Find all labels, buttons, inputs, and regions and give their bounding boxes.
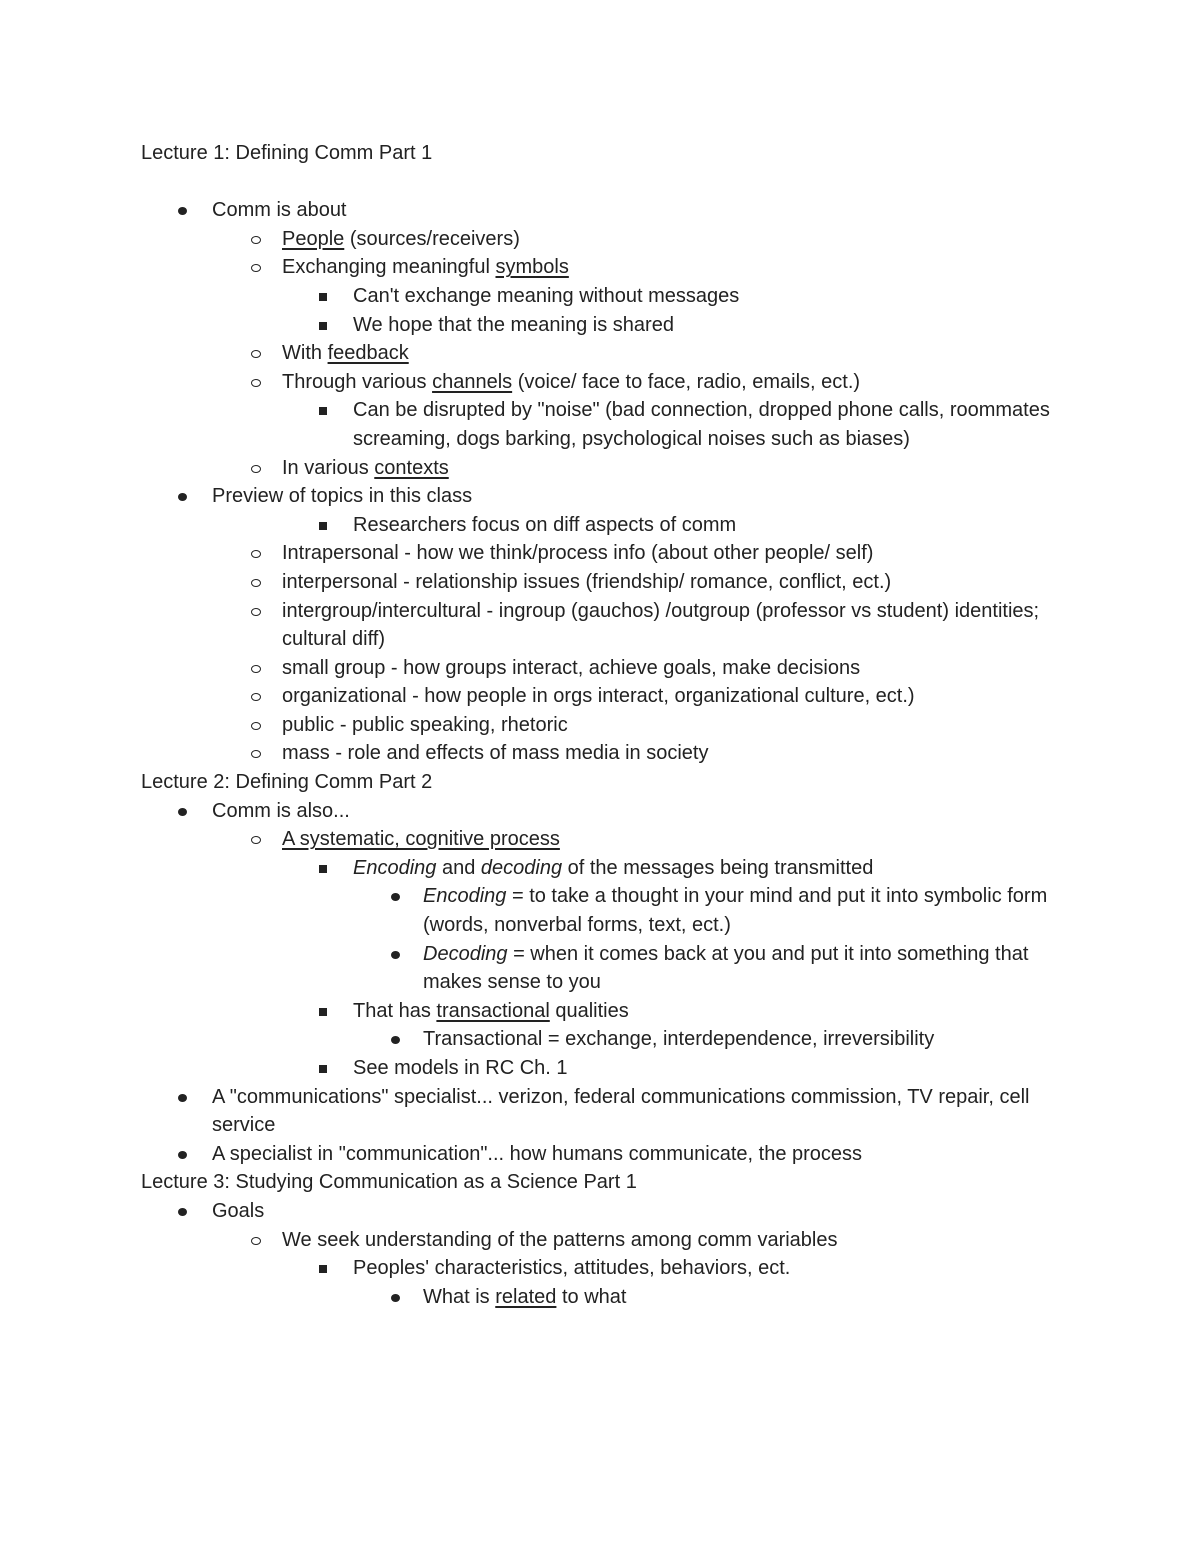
item-text (353, 511, 1081, 540)
item-text (282, 682, 1081, 711)
disc-bullet-icon (178, 207, 187, 215)
underlined-term: channels (432, 370, 513, 393)
text-run: A "communications" specialist... verizon, federal communications commission, TV repair, cell service (212, 1085, 1030, 1137)
circle-bullet-icon (251, 579, 261, 587)
italic-term: decoding (480, 856, 563, 879)
item-text (353, 311, 1081, 340)
item-text (282, 597, 1081, 654)
text-run: Can't exchange meaning without messages (353, 284, 740, 307)
item-text (212, 1140, 1081, 1169)
circle-bullet-icon (251, 722, 261, 730)
underlined-term: transactional (436, 999, 550, 1022)
list-item (141, 1197, 1081, 1226)
item-text (212, 797, 1081, 826)
list-item (141, 940, 1081, 997)
item-text (353, 997, 1081, 1026)
text-run: What is (423, 1285, 496, 1308)
disc-bullet-icon (178, 493, 187, 501)
italic-term: Decoding (423, 942, 508, 965)
item-text (353, 1054, 1081, 1083)
circle-bullet-icon (251, 693, 261, 701)
disc-bullet-icon (178, 808, 187, 816)
underlined-term: symbols (495, 256, 569, 279)
text-run: intergroup/intercultural - ingroup (gauchos) /outgroup (professor vs student) identities; cultural diff) (282, 599, 1040, 651)
item-text (282, 825, 1081, 854)
disc-bullet-icon (391, 1036, 400, 1044)
text-run: In various (282, 456, 375, 479)
text-run: mass - role and effects of mass media in society (282, 742, 709, 765)
list-item (141, 539, 1081, 568)
text-run: and (436, 856, 481, 879)
text-run: See models in RC Ch. 1 (353, 1057, 568, 1079)
text-run: Preview of topics in this class (212, 485, 473, 508)
text-run: Can be disrupted by "noise" (bad connection, dropped phone calls, roommates screaming, dogs barking, psychological noises such as biases) (353, 399, 1050, 450)
text-run: Peoples' characteristics, attitudes, behaviors, ect. (353, 1257, 791, 1280)
circle-bullet-icon (251, 750, 261, 758)
disc-bullet-icon (391, 951, 400, 959)
item-text (282, 339, 1081, 368)
lecture-notes (141, 139, 1081, 1311)
text-run: Intrapersonal - how we think/process info (about other people/ self) (282, 542, 874, 565)
item-text (423, 1025, 1081, 1054)
disc-bullet-icon (391, 1294, 400, 1302)
text-run: (sources/receivers) (344, 227, 520, 250)
square-bullet-icon (319, 322, 327, 330)
text-run: Comm is about (212, 199, 347, 222)
list-item (141, 1254, 1081, 1283)
item-text (141, 139, 1081, 168)
list-item (141, 997, 1081, 1026)
list-item (141, 825, 1081, 854)
text-run: = to take a thought in your mind and put it into symbolic form (words, nonverbal forms, text, ect.) (423, 885, 1048, 937)
list-item (141, 1140, 1081, 1169)
text-run: (voice/ face to face, radio, emails, ect.) (512, 370, 861, 393)
list-item (141, 225, 1081, 254)
text-run: With (282, 342, 328, 365)
list-item (141, 1283, 1081, 1312)
item-text (282, 253, 1081, 282)
item-text (353, 282, 1081, 311)
item-text (141, 768, 1081, 797)
text-run: qualities (549, 999, 629, 1022)
text-run: We seek understanding of the patterns among comm variables (282, 1228, 838, 1251)
text-run: Through various (282, 370, 433, 393)
list-item (141, 568, 1081, 597)
text-run: public - public speaking, rhetoric (282, 713, 568, 736)
circle-bullet-icon (251, 836, 261, 844)
italic-term: Encoding (423, 885, 507, 908)
item-text (423, 882, 1081, 939)
list-item (141, 196, 1081, 225)
underlined-term: feedback (327, 342, 409, 365)
square-bullet-icon (319, 865, 327, 873)
disc-bullet-icon (178, 1208, 187, 1216)
list-item (141, 854, 1081, 883)
circle-bullet-icon (251, 608, 261, 616)
lecture-heading (141, 768, 1081, 797)
text-run: Exchanging meaningful (282, 256, 496, 279)
text-run: interpersonal - relationship issues (friendship/ romance, conflict, ect.) (282, 570, 892, 593)
text-run: = when it comes back at you and put it into something that makes sense to you (423, 942, 1029, 994)
item-text (282, 1226, 1081, 1255)
list-item (141, 511, 1081, 540)
text-run: Transactional = exchange, interdependence, irreversibility (423, 1028, 935, 1051)
lecture-heading (141, 1168, 1081, 1197)
item-text (282, 711, 1081, 740)
square-bullet-icon (319, 1265, 327, 1273)
item-text (282, 568, 1081, 597)
circle-bullet-icon (251, 379, 261, 387)
text-run: Lecture 1: Defining Comm Part 1 (141, 142, 433, 164)
square-bullet-icon (319, 293, 327, 301)
disc-bullet-icon (178, 1151, 187, 1159)
list-item (141, 797, 1081, 826)
text-run: We hope that the meaning is shared (353, 313, 674, 336)
item-text (423, 1283, 1081, 1312)
item-text (282, 654, 1081, 683)
text-run: Goals (212, 1199, 265, 1222)
list-item (141, 1226, 1081, 1255)
list-item (141, 1054, 1081, 1083)
text-run: A specialist in "communication"... how humans communicate, the process (212, 1142, 863, 1165)
item-text (353, 854, 1081, 883)
text-run: Researchers focus on diff aspects of comm (353, 513, 737, 536)
list-item (141, 311, 1081, 340)
text-run: to what (556, 1285, 627, 1308)
text-run: That has (353, 999, 437, 1022)
lecture-heading (141, 139, 1081, 168)
list-item (141, 253, 1081, 282)
list-item (141, 454, 1081, 483)
italic-term: Encoding (353, 856, 437, 879)
item-text (282, 368, 1081, 397)
item-text (353, 1254, 1081, 1283)
disc-bullet-icon (178, 1094, 187, 1102)
underlined-term: contexts (374, 456, 449, 479)
circle-bullet-icon (251, 350, 261, 358)
item-text (282, 539, 1081, 568)
list-item (141, 711, 1081, 740)
text-run: small group - how groups interact, achieve goals, make decisions (282, 656, 861, 679)
circle-bullet-icon (251, 236, 261, 244)
text-run: Comm is also... (212, 799, 350, 822)
list-item (141, 339, 1081, 368)
square-bullet-icon (319, 407, 327, 415)
circle-bullet-icon (251, 550, 261, 558)
item-text (212, 1083, 1081, 1140)
item-text (282, 454, 1081, 483)
item-text (141, 1168, 1081, 1197)
list-item (141, 1083, 1081, 1140)
item-text (212, 1197, 1081, 1226)
text-run: organizational - how people in orgs interact, organizational culture, ect.) (282, 685, 915, 708)
list-item (141, 396, 1081, 453)
item-text (353, 396, 1081, 453)
list-item (141, 739, 1081, 768)
square-bullet-icon (319, 522, 327, 530)
circle-bullet-icon (251, 465, 261, 473)
item-text (282, 225, 1081, 254)
item-text (423, 940, 1081, 997)
blank-line (141, 168, 1081, 197)
text-run: Lecture 2: Defining Comm Part 2 (141, 771, 433, 794)
square-bullet-icon (319, 1008, 327, 1016)
circle-bullet-icon (251, 264, 261, 272)
item-text (212, 196, 1081, 225)
list-item (141, 654, 1081, 683)
list-item (141, 482, 1081, 511)
list-item (141, 882, 1081, 939)
circle-bullet-icon (251, 1237, 261, 1245)
square-bullet-icon (319, 1065, 327, 1073)
list-item (141, 1025, 1081, 1054)
underlined-term: related (495, 1285, 557, 1308)
disc-bullet-icon (391, 893, 400, 901)
underlined-term: A systematic, cognitive process (282, 828, 560, 851)
list-item (141, 597, 1081, 654)
text-run: of the messages being transmitted (562, 856, 874, 879)
item-text (212, 482, 1081, 511)
list-item (141, 368, 1081, 397)
item-text (282, 739, 1081, 768)
list-item (141, 282, 1081, 311)
circle-bullet-icon (251, 665, 261, 673)
text-run: Lecture 3: Studying Communication as a Science Part 1 (141, 1171, 637, 1194)
list-item (141, 682, 1081, 711)
underlined-term: People (282, 227, 345, 250)
